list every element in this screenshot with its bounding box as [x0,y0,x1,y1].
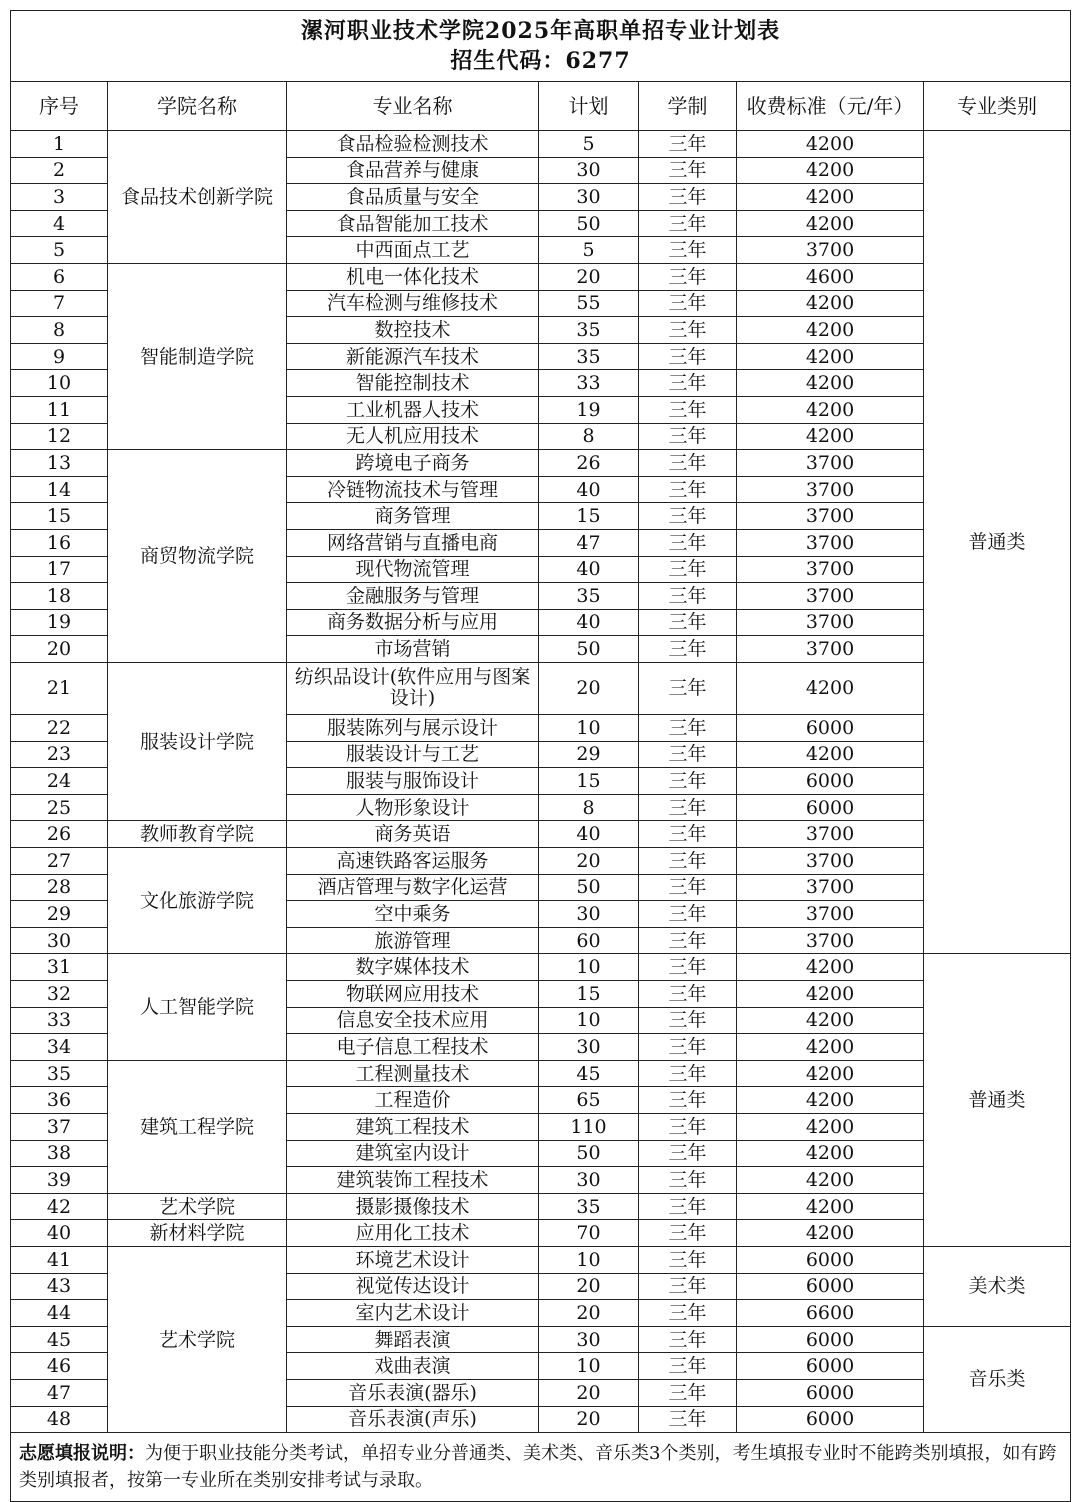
cell-fee: 3700 [737,583,924,610]
cell-fee: 4200 [737,184,924,211]
cell-seq: 48 [11,1406,108,1433]
cell-years: 三年 [639,556,737,583]
cell-seq: 19 [11,609,108,636]
cell-seq: 41 [11,1246,108,1273]
cell-major: 高速铁路客运服务 [287,848,539,875]
cell-major: 市场营销 [287,636,539,663]
cell-major: 机电一体化技术 [287,263,539,290]
cell-plan: 110 [539,1113,639,1140]
cell-fee: 4200 [737,131,924,158]
cell-seq: 16 [11,529,108,556]
cell-major: 酒店管理与数字化运营 [287,874,539,901]
cell-major: 网络营销与直播电商 [287,529,539,556]
cell-major: 音乐表演(器乐) [287,1379,539,1406]
cell-seq: 17 [11,556,108,583]
cell-fee: 3700 [737,901,924,928]
cell-years: 三年 [639,370,737,397]
cell-years: 三年 [639,476,737,503]
cell-years: 三年 [639,1300,737,1327]
cell-major: 商务管理 [287,503,539,530]
cell-fee: 3700 [737,609,924,636]
table-title: 漯河职业技术学院2025年高职单招专业计划表 [300,18,781,44]
cell-major: 工程测量技术 [287,1060,539,1087]
cell-plan: 10 [539,1246,639,1273]
cell-plan: 55 [539,290,639,317]
cell-seq: 3 [11,184,108,211]
table-body [11,131,1071,1433]
cell-fee: 4200 [737,741,924,768]
cell-major: 工业机器人技术 [287,396,539,423]
cell-plan: 5 [539,131,639,158]
cell-major: 戏曲表演 [287,1353,539,1380]
cell-seq: 33 [11,1007,108,1034]
cell-major: 服装设计与工艺 [287,741,539,768]
cell-seq: 22 [11,715,108,742]
cell-years: 三年 [639,529,737,556]
cell-seq: 4 [11,210,108,237]
cell-plan: 10 [539,954,639,981]
cell-seq: 15 [11,503,108,530]
cell-plan: 70 [539,1220,639,1247]
cell-fee: 4200 [737,1220,924,1247]
cell-major: 应用化工技术 [287,1220,539,1247]
cell-years: 三年 [639,450,737,477]
cell-major: 建筑工程技术 [287,1113,539,1140]
header-row [11,82,1071,131]
cell-years: 三年 [639,1034,737,1061]
cell-major: 跨境电子商务 [287,450,539,477]
header-years: 学制 [639,82,737,131]
cell-plan: 35 [539,317,639,344]
cell-fee: 3700 [737,476,924,503]
cell-plan: 10 [539,1007,639,1034]
cell-years: 三年 [639,263,737,290]
cell-fee: 3700 [737,237,924,264]
cell-plan: 35 [539,1193,639,1220]
cell-seq: 18 [11,583,108,610]
cell-seq: 1 [11,131,108,158]
header-college: 学院名称 [108,82,287,131]
cell-fee: 6000 [737,1379,924,1406]
cell-years: 三年 [639,503,737,530]
table-row [11,662,1071,714]
cell-years: 三年 [639,131,737,158]
cell-fee: 4200 [737,370,924,397]
cell-fee: 3700 [737,529,924,556]
table-row [11,1220,1071,1247]
cell-seq: 35 [11,1060,108,1087]
table-row [11,450,1071,477]
cell-seq: 24 [11,768,108,795]
cell-years: 三年 [639,1007,737,1034]
table-row [11,1060,1071,1087]
cell-years: 三年 [639,1326,737,1353]
cell-seq: 27 [11,848,108,875]
cell-plan: 65 [539,1087,639,1114]
plan-table-container [10,10,1070,1502]
cell-major: 数字媒体技术 [287,954,539,981]
cell-plan: 20 [539,1300,639,1327]
cell-major: 物联网应用技术 [287,981,539,1008]
cell-plan: 30 [539,184,639,211]
cell-seq: 44 [11,1300,108,1327]
cell-plan: 30 [539,1326,639,1353]
cell-years: 三年 [639,901,737,928]
cell-fee: 4200 [737,343,924,370]
cell-seq: 6 [11,263,108,290]
cell-fee: 3700 [737,450,924,477]
cell-years: 三年 [639,1140,737,1167]
cell-fee: 4600 [737,263,924,290]
table-row [11,954,1071,981]
cell-seq: 36 [11,1087,108,1114]
cell-plan: 20 [539,1273,639,1300]
cell-major: 金融服务与管理 [287,583,539,610]
table-row [11,821,1071,848]
cell-seq: 8 [11,317,108,344]
cell-college: 人工智能学院 [108,954,287,1060]
cell-seq: 11 [11,396,108,423]
cell-major: 数控技术 [287,317,539,344]
cell-fee: 3700 [737,636,924,663]
cell-plan: 15 [539,503,639,530]
cell-years: 三年 [639,821,737,848]
cell-seq: 23 [11,741,108,768]
cell-college: 教师教育学院 [108,821,287,848]
cell-fee: 6600 [737,1300,924,1327]
cell-seq: 39 [11,1167,108,1194]
cell-fee: 6000 [737,715,924,742]
cell-plan: 5 [539,237,639,264]
cell-fee: 4200 [737,1060,924,1087]
cell-college: 商贸物流学院 [108,450,287,663]
cell-fee: 6000 [737,1273,924,1300]
cell-seq: 9 [11,343,108,370]
cell-fee: 4200 [737,1113,924,1140]
cell-seq: 2 [11,157,108,184]
cell-fee: 6000 [737,1326,924,1353]
table-row [11,1193,1071,1220]
cell-major: 建筑室内设计 [287,1140,539,1167]
cell-college: 艺术学院 [108,1246,287,1432]
cell-plan: 47 [539,529,639,556]
cell-fee: 4200 [737,1193,924,1220]
cell-seq: 31 [11,954,108,981]
cell-plan: 40 [539,609,639,636]
cell-fee: 4200 [737,1087,924,1114]
cell-major: 服装陈列与展示设计 [287,715,539,742]
cell-fee: 3700 [737,556,924,583]
cell-fee: 6000 [737,1246,924,1273]
cell-fee: 6000 [737,794,924,821]
cell-seq: 21 [11,662,108,714]
cell-plan: 50 [539,1140,639,1167]
cell-college: 建筑工程学院 [108,1060,287,1193]
cell-fee: 4200 [737,423,924,450]
cell-plan: 10 [539,715,639,742]
cell-years: 三年 [639,848,737,875]
cell-plan: 20 [539,1406,639,1433]
cell-plan: 30 [539,1034,639,1061]
cell-years: 三年 [639,741,737,768]
cell-major: 旅游管理 [287,927,539,954]
cell-fee: 3700 [737,821,924,848]
cell-years: 三年 [639,954,737,981]
cell-plan: 60 [539,927,639,954]
cell-major: 视觉传达设计 [287,1273,539,1300]
header-seq: 序号 [11,82,108,131]
cell-seq: 37 [11,1113,108,1140]
cell-years: 三年 [639,237,737,264]
cell-fee: 4200 [737,954,924,981]
cell-major: 空中乘务 [287,901,539,928]
cell-major: 食品营养与健康 [287,157,539,184]
cell-major: 建筑装饰工程技术 [287,1167,539,1194]
cell-major: 舞蹈表演 [287,1326,539,1353]
cell-years: 三年 [639,583,737,610]
cell-category: 音乐类 [924,1326,1071,1432]
cell-years: 三年 [639,715,737,742]
cell-years: 三年 [639,874,737,901]
cell-fee: 4200 [737,290,924,317]
cell-fee: 4200 [737,1140,924,1167]
cell-years: 三年 [639,981,737,1008]
cell-seq: 13 [11,450,108,477]
cell-plan: 30 [539,1167,639,1194]
cell-major: 冷链物流技术与管理 [287,476,539,503]
cell-plan: 50 [539,636,639,663]
cell-plan: 20 [539,662,639,714]
cell-plan: 45 [539,1060,639,1087]
cell-plan: 29 [539,741,639,768]
cell-plan: 40 [539,821,639,848]
cell-fee: 4200 [737,1007,924,1034]
cell-fee: 4200 [737,1167,924,1194]
cell-major: 商务英语 [287,821,539,848]
cell-fee: 4200 [737,210,924,237]
cell-plan: 8 [539,423,639,450]
cell-seq: 42 [11,1193,108,1220]
cell-years: 三年 [639,396,737,423]
major-plan-table [10,10,1071,1502]
cell-years: 三年 [639,157,737,184]
table-row [11,848,1071,875]
cell-seq: 7 [11,290,108,317]
cell-plan: 20 [539,848,639,875]
cell-years: 三年 [639,1167,737,1194]
cell-seq: 28 [11,874,108,901]
cell-major: 商务数据分析与应用 [287,609,539,636]
cell-major: 中西面点工艺 [287,237,539,264]
cell-seq: 12 [11,423,108,450]
cell-fee: 4200 [737,662,924,714]
cell-plan: 35 [539,343,639,370]
cell-years: 三年 [639,1113,737,1140]
cell-major: 新能源汽车技术 [287,343,539,370]
cell-college: 智能制造学院 [108,263,287,449]
cell-fee: 3700 [737,927,924,954]
cell-years: 三年 [639,1353,737,1380]
cell-college: 服装设计学院 [108,662,287,821]
cell-plan: 26 [539,450,639,477]
table-title-cell [11,11,1071,82]
cell-seq: 46 [11,1353,108,1380]
cell-seq: 34 [11,1034,108,1061]
cell-seq: 14 [11,476,108,503]
cell-years: 三年 [639,210,737,237]
cell-seq: 30 [11,927,108,954]
cell-college: 食品技术创新学院 [108,131,287,264]
filling-instructions [11,1433,1071,1502]
cell-seq: 20 [11,636,108,663]
cell-seq: 25 [11,794,108,821]
cell-major: 食品检验检测技术 [287,131,539,158]
cell-major: 食品智能加工技术 [287,210,539,237]
cell-category: 美术类 [924,1246,1071,1326]
cell-years: 三年 [639,1246,737,1273]
cell-major: 环境艺术设计 [287,1246,539,1273]
cell-years: 三年 [639,343,737,370]
cell-major: 音乐表演(声乐) [287,1406,539,1433]
cell-major: 工程造价 [287,1087,539,1114]
cell-major: 智能控制技术 [287,370,539,397]
cell-years: 三年 [639,1273,737,1300]
cell-seq: 26 [11,821,108,848]
header-plan: 计划 [539,82,639,131]
cell-major: 信息安全技术应用 [287,1007,539,1034]
cell-plan: 30 [539,901,639,928]
cell-years: 三年 [639,184,737,211]
cell-seq: 43 [11,1273,108,1300]
cell-major: 纺织品设计(软件应用与图案设计) [287,662,539,714]
cell-plan: 19 [539,396,639,423]
cell-major: 摄影摄像技术 [287,1193,539,1220]
cell-fee: 4200 [737,396,924,423]
cell-plan: 8 [539,794,639,821]
cell-years: 三年 [639,609,737,636]
cell-fee: 3700 [737,503,924,530]
cell-fee: 3700 [737,848,924,875]
cell-plan: 35 [539,583,639,610]
header-major: 专业名称 [287,82,539,131]
cell-years: 三年 [639,636,737,663]
header-category: 专业类别 [924,82,1071,131]
cell-seq: 10 [11,370,108,397]
cell-seq: 38 [11,1140,108,1167]
cell-major: 现代物流管理 [287,556,539,583]
enrollment-code: 招生代码：6277 [450,48,631,74]
cell-fee: 6000 [737,768,924,795]
cell-years: 三年 [639,768,737,795]
cell-college: 艺术学院 [108,1193,287,1220]
cell-years: 三年 [639,662,737,714]
cell-fee: 4200 [737,1034,924,1061]
cell-years: 三年 [639,423,737,450]
cell-years: 三年 [639,1060,737,1087]
cell-plan: 50 [539,210,639,237]
cell-major: 服装与服饰设计 [287,768,539,795]
cell-years: 三年 [639,927,737,954]
cell-fee: 4200 [737,317,924,344]
cell-years: 三年 [639,1406,737,1433]
cell-category: 普通类 [924,954,1071,1247]
cell-plan: 20 [539,1379,639,1406]
header-fee: 收费标准（元/年） [737,82,924,131]
cell-years: 三年 [639,290,737,317]
note-text: 为便于职业技能分类考试，单招专业分普通类、美术类、音乐类3个类别，考生填报专业时不能跨类别填报，如有跨类别填报者，按第一专业所在类别安排考试与录取。 [19,1443,1057,1492]
cell-fee: 6000 [737,1406,924,1433]
cell-seq: 29 [11,901,108,928]
cell-plan: 20 [539,263,639,290]
table-row [11,1246,1071,1273]
cell-seq: 45 [11,1326,108,1353]
cell-major: 食品质量与安全 [287,184,539,211]
cell-plan: 33 [539,370,639,397]
cell-fee: 4200 [737,981,924,1008]
cell-plan: 15 [539,768,639,795]
cell-years: 三年 [639,1220,737,1247]
cell-years: 三年 [639,1379,737,1406]
cell-college: 新材料学院 [108,1220,287,1247]
cell-category: 普通类 [924,131,1071,954]
cell-plan: 40 [539,556,639,583]
cell-college: 文化旅游学院 [108,848,287,954]
cell-seq: 32 [11,981,108,1008]
cell-years: 三年 [639,1087,737,1114]
cell-years: 三年 [639,794,737,821]
cell-fee: 6000 [737,1353,924,1380]
cell-fee: 4200 [737,157,924,184]
cell-major: 人物形象设计 [287,794,539,821]
cell-years: 三年 [639,317,737,344]
table-row [11,263,1071,290]
cell-seq: 5 [11,237,108,264]
cell-major: 室内艺术设计 [287,1300,539,1327]
cell-seq: 47 [11,1379,108,1406]
note-label: 志愿填报说明： [19,1443,145,1465]
cell-major: 汽车检测与维修技术 [287,290,539,317]
cell-plan: 15 [539,981,639,1008]
cell-seq: 40 [11,1220,108,1247]
cell-years: 三年 [639,1193,737,1220]
cell-plan: 50 [539,874,639,901]
cell-plan: 40 [539,476,639,503]
cell-plan: 30 [539,157,639,184]
cell-major: 电子信息工程技术 [287,1034,539,1061]
cell-plan: 10 [539,1353,639,1380]
cell-fee: 3700 [737,874,924,901]
cell-major: 无人机应用技术 [287,423,539,450]
table-row [11,131,1071,158]
